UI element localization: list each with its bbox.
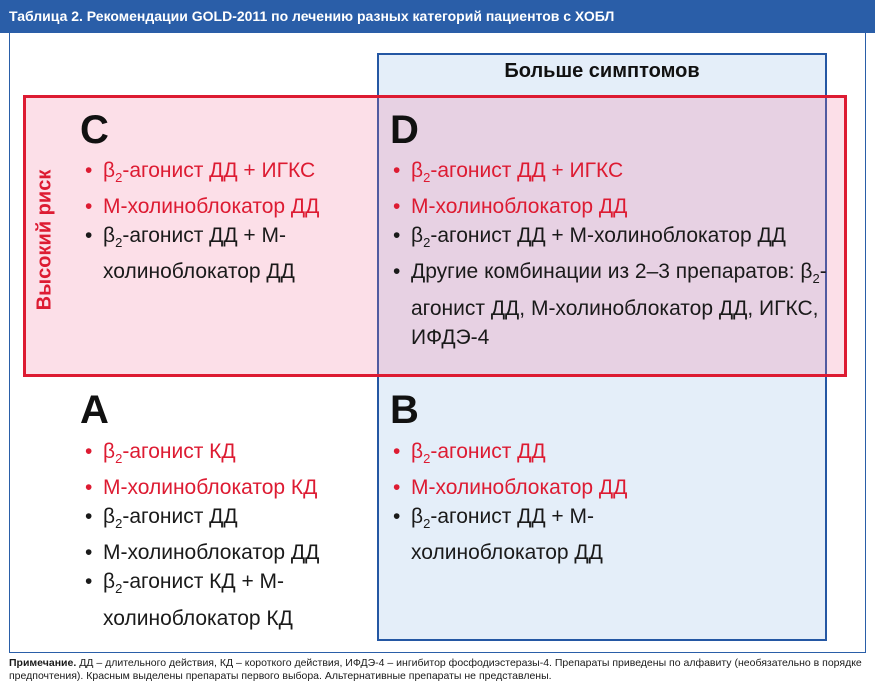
drug-item-text: М-холиноблокатор ДД — [411, 476, 628, 500]
drug-item-text: β — [103, 224, 116, 248]
drug-item — [393, 502, 673, 567]
drug-item-text: -агонист ДД + М-холиноблокатор ДД — [430, 224, 786, 248]
drug-item-subscript: 2 — [423, 451, 431, 467]
drug-item-text: -агонист ДД — [430, 440, 546, 463]
drug-item — [85, 437, 365, 473]
drug-item — [85, 567, 365, 632]
table-title: Таблица 2. Рекомендации GOLD-2011 по лечению разных категорий пациентов с ХОБЛ — [0, 0, 875, 33]
drug-item-text: β — [103, 440, 116, 463]
drug-item — [85, 156, 365, 192]
quadrant-a-list — [85, 437, 365, 633]
drug-item — [393, 437, 673, 473]
drug-item — [85, 192, 365, 221]
drug-item — [85, 221, 365, 286]
quadrant-c-list — [85, 156, 365, 286]
drug-item-text: β — [411, 440, 424, 463]
drug-item — [85, 502, 365, 538]
drug-item-text: -агонист КД — [122, 440, 236, 463]
drug-item — [85, 538, 365, 567]
quadrant-b-list — [393, 437, 673, 567]
drug-item-text: М-холиноблокатор ДД — [103, 195, 320, 219]
drug-item-text: М-холиноблокатор КД — [103, 476, 318, 500]
drug-item-subscript: 2 — [423, 516, 431, 532]
drug-item-text: β — [103, 505, 116, 529]
drug-item-text: β — [411, 224, 424, 248]
drug-item-text: М-холиноблокатор ДД — [103, 541, 320, 565]
drug-item-text: Другие комбинации из 2–3 препаратов: β — [411, 260, 813, 284]
drug-item-subscript: 2 — [115, 451, 123, 467]
drug-item-text: -агонист ДД + М-холиноблокатор ДД — [411, 505, 603, 565]
drug-item — [393, 156, 833, 192]
more-symptoms-label: Больше симптомов — [504, 60, 700, 82]
drug-item-subscript: 2 — [115, 235, 123, 251]
drug-item-subscript: 2 — [812, 271, 820, 287]
drug-item — [393, 257, 833, 351]
drug-item-text: -агонист КД + М-холиноблокатор КД — [103, 570, 293, 630]
drug-item-subscript: 2 — [115, 581, 123, 597]
drug-item-text: β — [411, 159, 424, 182]
quadrant-a-letter: A — [80, 388, 109, 432]
drug-item — [85, 473, 365, 502]
footnote — [9, 657, 869, 683]
drug-item-subscript: 2 — [423, 170, 431, 186]
quadrant-c-letter: C — [80, 108, 109, 152]
footnote-label: Примечание. — [9, 657, 77, 669]
drug-item-subscript: 2 — [115, 170, 123, 186]
drug-item — [393, 192, 833, 221]
drug-item — [393, 221, 833, 257]
drug-item-subscript: 2 — [115, 516, 123, 532]
drug-item-text: β — [411, 505, 424, 529]
quadrant-b-letter: B — [390, 388, 419, 432]
quadrant-d-list — [393, 156, 833, 352]
drug-item-text: -агонист ДД + ИГКС — [430, 159, 624, 182]
footnote-text: ДД – длительного действия, КД – короткого действия, ИФДЭ-4 – ингибитор фосфодиэстеразы-4. Препараты приведены по алфавиту (необязательно в порядке предпочтения). Красным выделены препараты первого выбора. Альтернативные препараты не представлены. — [9, 657, 862, 682]
drug-item-text: -агонист ДД, М-холиноблокатор ДД, ИГКС, ИФДЭ-4 — [411, 260, 827, 349]
drug-item-text: -агонист ДД + ИГКС — [122, 159, 316, 182]
drug-item-text: М-холиноблокатор ДД — [411, 195, 628, 219]
drug-item-text: -агонист ДД + М-холиноблокатор ДД — [103, 224, 295, 284]
drug-item-text: β — [103, 159, 116, 182]
drug-item-text: -агонист ДД — [122, 505, 238, 529]
drug-item — [393, 473, 673, 502]
quadrant-d-letter: D — [390, 108, 419, 152]
high-risk-label: Высокий риск — [33, 169, 56, 311]
drug-item-subscript: 2 — [423, 235, 431, 251]
drug-item-text: β — [103, 570, 116, 594]
